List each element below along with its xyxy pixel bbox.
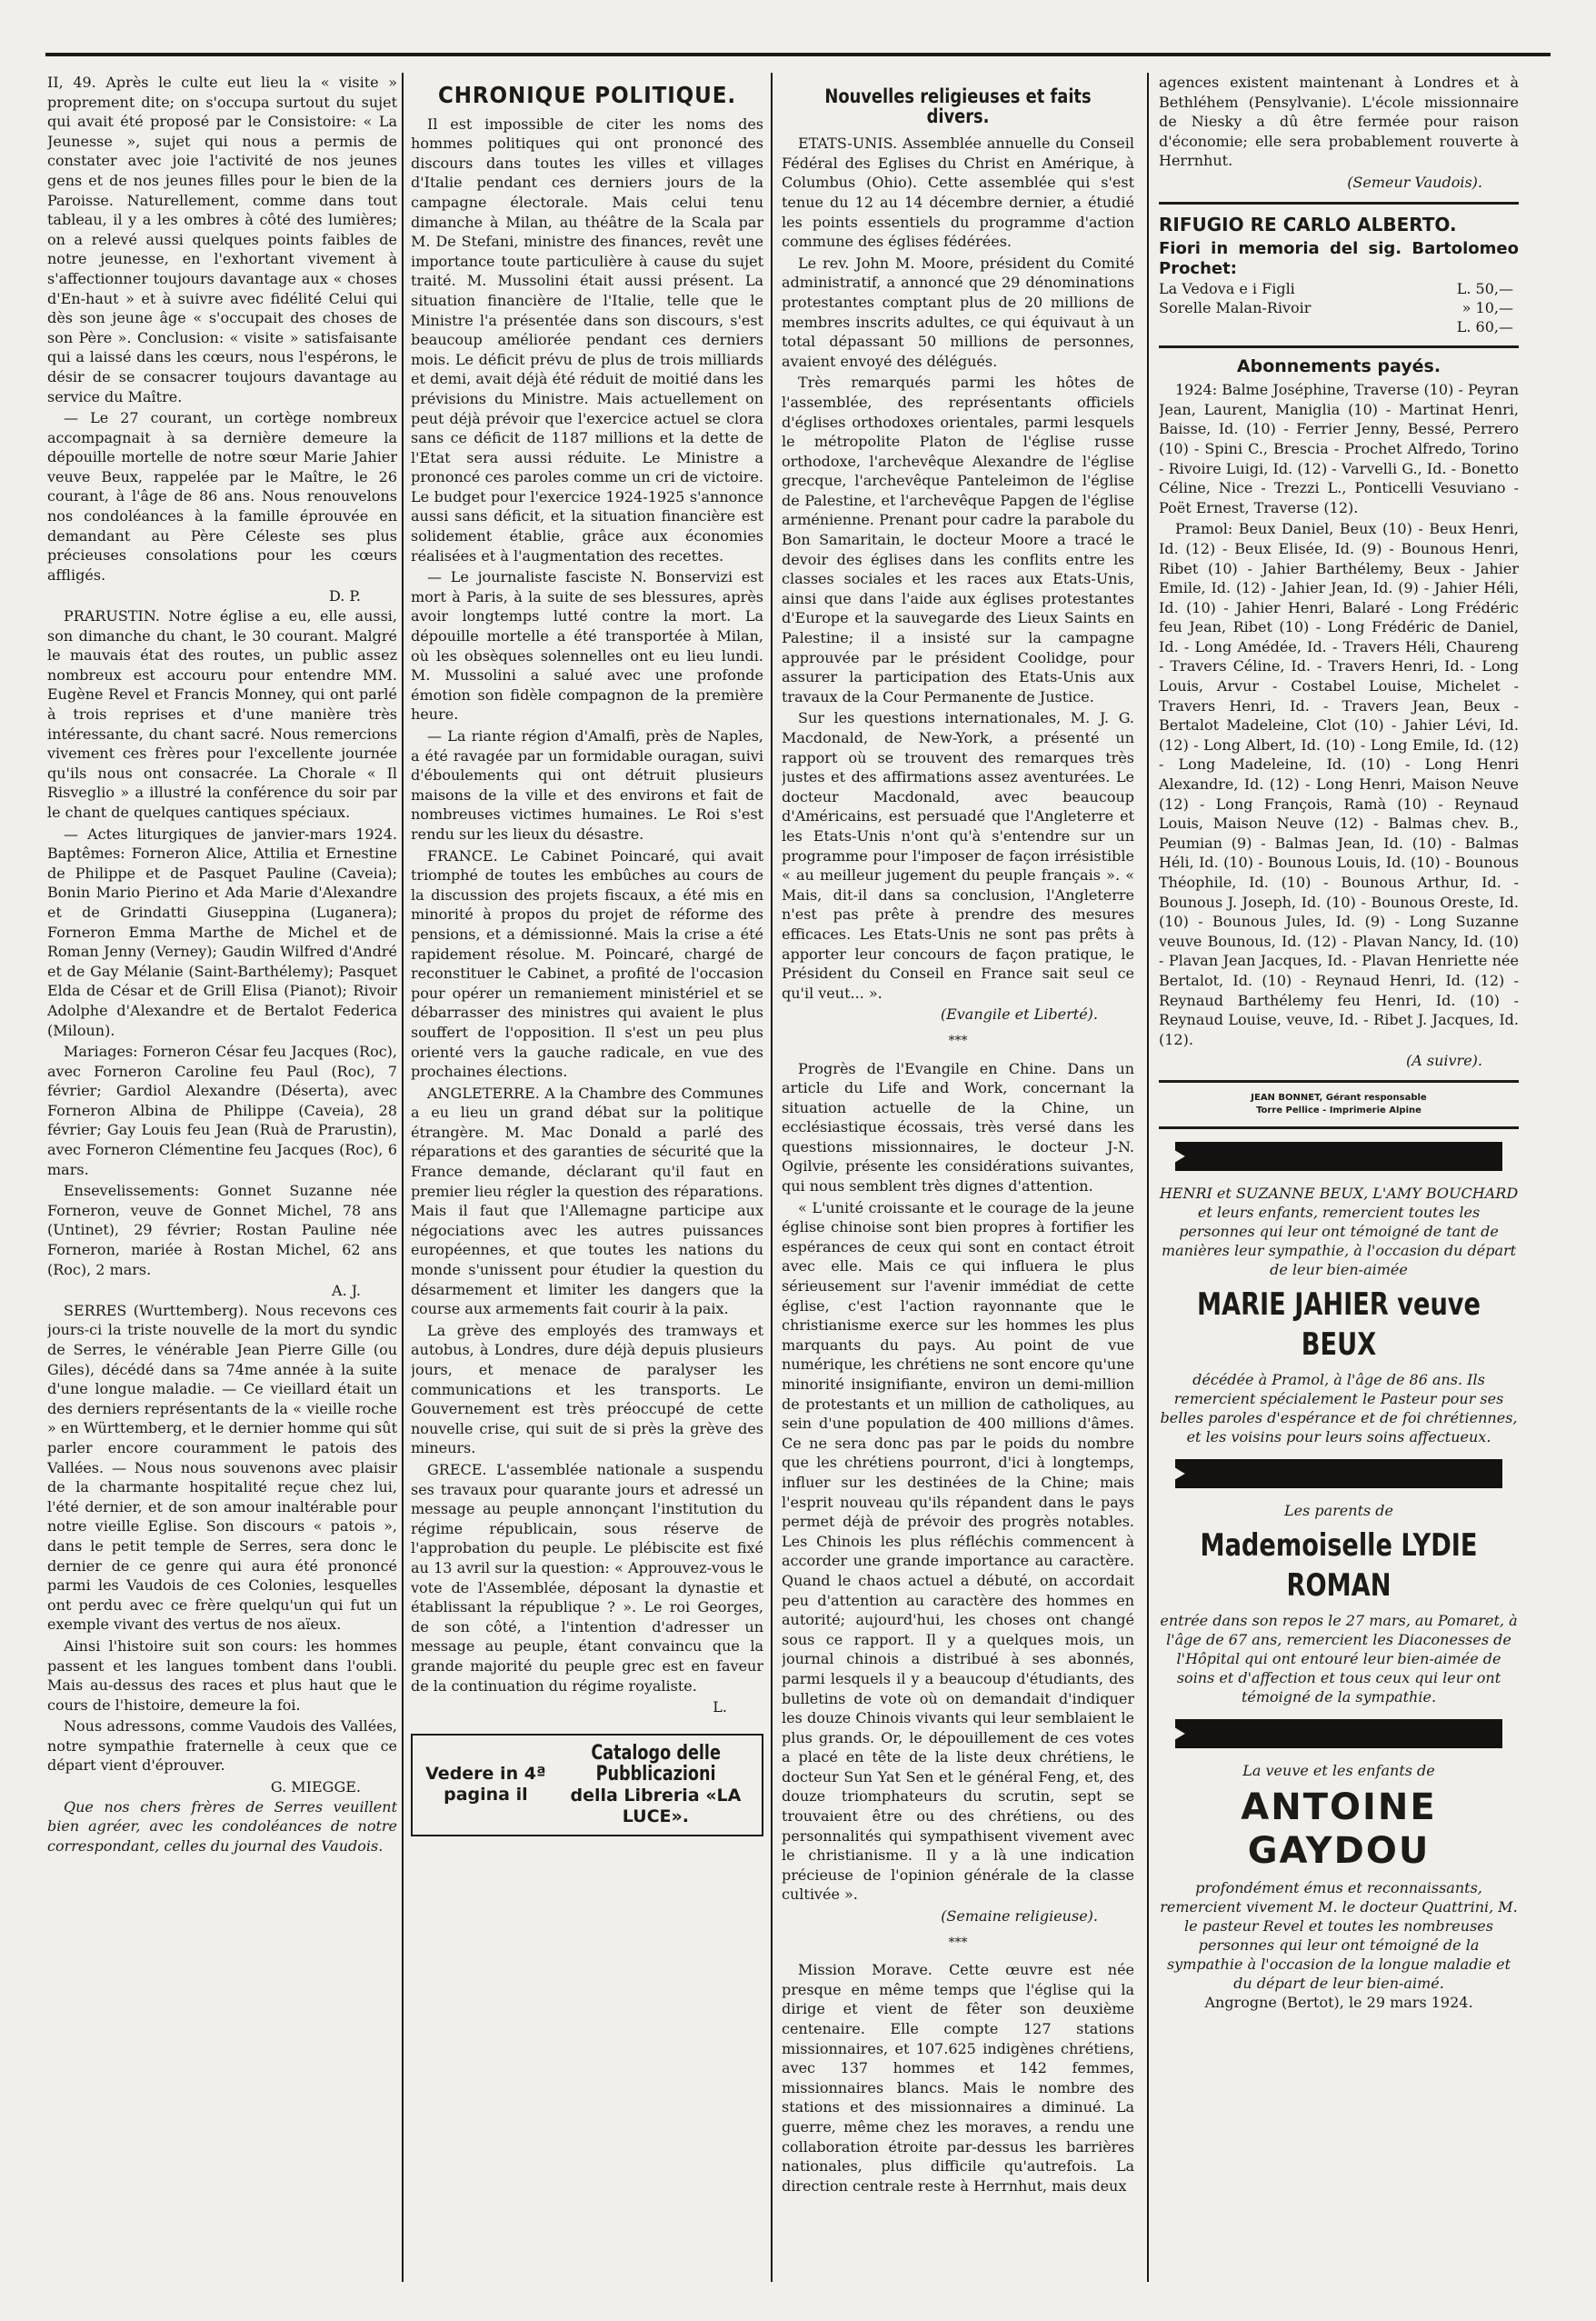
separator-stars: *** <box>948 1033 968 1048</box>
section-title: Nouvelles religieuses et faits divers. <box>824 85 1092 127</box>
mourning-band <box>1175 1459 1502 1488</box>
paragraph: — Actes liturgiques de janvier-mars 1924. Baptêmes: Forneron Alice, Attilia et Ernestine de Philippe et de Pasquet Pauline (Caveia); Bonin Mario Pierino et Ada Marie d'Alexandre et de Grindatti Giuseppina (Luganera); Forneron Emma Marthe de Michel et de Roman Jenny (Verney); Gaudin Wilfred d'André et de Gay Mélanie (Saint-Barthélemy); Pasquet Elda de César et de Grill Elisa (Pianot); Rivoir Adolphe d'Alexandre et de Bertalot Federica (Miloun). <box>47 825 397 1039</box>
donor-name: La Vedova e i Figli <box>1159 279 1295 297</box>
divider <box>1159 345 1519 348</box>
subscriptions-title: Abonnements payés. <box>1236 355 1441 376</box>
column-2 <box>411 73 763 1836</box>
donation-total: L. 60,— <box>1456 317 1513 335</box>
paragraph: ETATS-UNIS. Assemblée annuelle du Conseil Fédéral des Eglises du Christ en Amérique, à Columbus (Ohio). Cette assemblée qui s'est tenue du 12 au 14 décembre dernier, a étudié les points essentiels du programme d'action commune des églises fédérées. <box>782 135 1134 251</box>
paragraph: Le rev. John M. Moore, président du Comité administratif, a annoncé que 29 dénominations protestantes comptant plus de 20 millions de membres inscrits adultes, ce qui équivaut à un total dépassant 50 millions de personnes, avaient envoyé des délégués. <box>782 254 1134 370</box>
section-title: CHRONIQUE POLITIQUE. <box>437 82 737 108</box>
signature: A. J. <box>332 1282 361 1300</box>
column-3 <box>782 73 1134 2197</box>
column-4 <box>1159 73 1519 2012</box>
source: (Evangile et Liberté). <box>940 1005 1098 1024</box>
notice-text: décédée à Pramol, à l'âge de 86 ans. Ils remercient spécialement le Pasteur pour ses belles paroles d'espérance et de foi chrétiennes, et les voisins pour leurs soins affectueux. <box>1160 1370 1518 1446</box>
deceased-name: ANTOINE GAYDOU <box>1241 1786 1437 1872</box>
paragraph: ANGLETERRE. A la Chambre des Communes a eu lieu un grand débat sur la politique étrangère. M. Mac Donald a parlé des réparations et des garanties de sécurité que la France demande, déclarant qu'il faut en premier lieu régler la question des réparations. Mais il faut que l'Allemagne participe aux négociations avec les autres puissances européennes, et que toutes les nations du monde s'unissent pour étudier la question du désarmement et limiter les dangers que la course aux armements fait courir à la paix. <box>411 1084 763 1318</box>
paragraph: Progrès de l'Evangile en Chine. Dans un article du Life and Work, concernant la situation actuelle de la Chine, un ecclésiastique écossais, très versé dans les questions missionnaires, le docteur J-N. Ogilvie, présente les considérations suivantes, qui nous semblent très dignes d'attention. <box>782 1059 1134 1196</box>
column-divider <box>1147 73 1149 2282</box>
notice-text: Les parents de <box>1283 1501 1394 1519</box>
column-1 <box>47 73 397 1857</box>
printer-line: Torre Pellice - Imprimerie Alpine <box>1256 1105 1421 1115</box>
separator-stars: *** <box>948 1935 968 1950</box>
deceased-name: MARIE JAHIER veuve BEUX <box>1196 1286 1481 1363</box>
paragraph: « L'unité croissante et le courage de la jeune église chinoise sont bien propres à fortifier les espérances de ceux qui sont en contact étroit avec elle. Mais ce qui influera le plus sérieusement sur l'avenir immédiat de cette église, c'est l'action rayonnante que le christianisme exerce sur les hommes les plus marquants du pays. Au point de vue numérique, les chrétiens ne sont encore qu'une minorité insignifiante, environ un demi-million de protestants et un million de catholiques, au sein d'une population de 400 millions d'âmes. Ce ne sera donc pas par le poids du nombre que les chrétiens pourront, d'ici à longtemps, influer sur les destinées de la Chine; mais l'esprit nouveau qu'ils répandent dans le pays permet déjà de prévoir des progrès notables. Les Chinois les plus réfléchis commencent à accorder une grande importance au caractère. Quand le chaos actuel a débuté, on accordait peu d'attention au caractère des hommes en autorité; aujourd'hui, les choses ont changé sous ce rapport. Il y a quelques mois, un journal chinois a distribué à ses abonnés, parmi lesquels il y a beaucoup d'étudiants, des bulletins de vote où on demandait d'indiquer les douze Chinois vivants qui leur semblaient le plus grands. Or, le dépouillement de ces votes a placé en tête de la liste deux chrétiens, le docteur Sun Yat Sen et le général Feng, et, des douze triomphateurs du scrutin, sept se trouvaient être ou des chrétiens, ou des personnalités qui sympathisent vivement avec le christianisme. Il y a là une indication précieuse de l'opinion générale de la classe cultivée ». <box>782 1198 1134 1904</box>
paragraph: Sur les questions internationales, M. J. G. Macdonald, de New-York, a présenté un rapport où se trouvent des remarques très justes et des affirmations assez aventurées. Le docteur Macdonald, avec beaucoup d'Américains, est persuadé que l'Angleterre et les Etats-Unis n'ont qu'à s'entendre sur un programme pour l'imposer de façon irrésistible « au meilleur jugement du peuple français ». « Mais, dit-il dans sa conclusion, l'Angleterre n'est pas prête à prendre des mesures efficaces. Les Etats-Unis ne sont pas prêts à apporter leur concours de façon pratique, le Président du Conseil en France sait seul ce qu'il veut... ». <box>782 709 1134 1002</box>
divider <box>1159 1126 1519 1129</box>
signature: L. <box>713 1698 727 1716</box>
ad-catalog-title: Catalogo delle Pubblicazioni <box>591 1741 721 1786</box>
publisher-line: JEAN BONNET, Gérant responsable <box>1251 1092 1427 1103</box>
donation-amount: » 10,— <box>1461 298 1513 316</box>
donation-title: RIFUGIO RE CARLO ALBERTO. <box>1159 213 1457 235</box>
paragraph: — Le 27 courant, un cortège nombreux accompagnait à sa dernière demeure la dépouille mortelle de notre sœur Marie Jahier veuve Beux, rappelée par le Maître, le 26 courant, à l'âge de 86 ans. Nous renouvelons nos condoléances à la famille éprouvée en demandant au Père Céleste ses plus précieuses consolations pour les cœurs affligés. <box>47 409 397 584</box>
ad-left-text: Vedere in 4ª pagina il <box>425 1764 546 1806</box>
ad-right <box>559 1743 753 1827</box>
paragraph: — Le journaliste fasciste N. Bonservizi est mort à Paris, à la suite de ses blessures, après avoir longtemps lutté contre la mort. La dépouille mortelle a été transportée à Milan, où les obsèques solennelles ont eu lieu lundi. M. Mussolini a salué avec une profonde émotion son fidèle compagnon de la première heure. <box>411 568 763 724</box>
paragraph: FRANCE. Le Cabinet Poincaré, qui avait triomphé de toutes les embûches au cours de la discussion des projets fiscaux, a été mis en minorité à propos du projet de réforme des pensions, et a démissionné. Mais la crise a été rapidement résolue. M. Poincaré, chargé de reconstituer le Cabinet, a profité de l'occasion pour opérer un remaniement ministériel et se débarrasser des ministres qui avaient le plus souffert de l'opposition. Il s'est un peu plus orienté vers la gauche radicale, en vue des prochaines élections. <box>411 846 763 1081</box>
editor-note: Que nos chers frères de Serres veuillent bien agréer, avec les condoléances de notre correspondant, celles du journal des Vaudois. <box>47 1797 397 1855</box>
mourning-band <box>1175 1719 1502 1748</box>
column-divider <box>402 73 404 2282</box>
place-date: Angrogne (Bertot), le 29 mars 1924. <box>1204 1993 1473 2011</box>
source: (Semeur Vaudois). <box>1347 173 1482 191</box>
donation-subtitle: Fiori in memoria del sig. Bartolomeo Prochet: <box>1159 238 1519 278</box>
donation-total-row <box>1159 317 1519 336</box>
donor-name: Sorelle Malan-Rivoir <box>1159 298 1312 316</box>
paragraph: PRARUSTIN. Notre église a eu, elle aussi, son dimanche du chant, le 30 courant. Malgré le mauvais état des routes, un public assez nombreux est accouru pour entendre MM. Eugène Revel et Francis Monney, qui ont parlé à trois reprises et d'une manière très intéressante, du chant sacré. Nous remercions vivement ces frères pour l'excellente journée qu'ils nous ont consacrée. La Chorale « Il Risveglio » a illustré la conférence du soir par le chant de quelques cantiques spéciaux. <box>47 607 397 821</box>
paragraph: GRECE. L'assemblée nationale a suspendu ses travaux pour quarante jours et adressé un message au peuple annonçant l'institution du régime républicain, sous réserve de l'approbation du peuple. Le plébiscite est fixé au 13 avril sur la question: « Approuvez-vous le vote de l'Assemblée, déposant la dynastie et établissant la république ? ». Le roi Georges, de son côté, a l'intention d'adresser un message au peuple, étant convaincu que la grande majorité du peuple grec est en faveur de la continuation du régime royaliste. <box>411 1460 763 1695</box>
ad-bookshop: della Libreria «LA LUCE». <box>570 1785 742 1826</box>
deceased-name: Mademoiselle LYDIE ROMAN <box>1200 1526 1478 1604</box>
paragraph: Très remarqués parmi les hôtes de l'assemblée, des représentants officiels d'églises orthodoxes orientales, parmi lesquels le métropolite Platon de l'église russe orthodoxe, l'archevêque Alexandre de l'église grecque, l'archevêque Panteleimon de l'église de Palestine, et l'archevêque Papgen de l'église arménienne. Prenant pour cadre la parabole du Bon Samaritain, le docteur Moore a tracé le devoir des églises dans les conflits entre les classes sociales et les races aux Etats-Unis, ainsi que dans l'aide aux églises protestantes d'Europe et la sauvegarde des Lieux Saints en Palestine; il a insisté sur la campagne approuvée par le président Coolidge, pour assurer la participation des Etats-Unis aux travaux de la Cour Permanente de Justice. <box>782 374 1134 705</box>
top-rule <box>45 53 1551 56</box>
paragraph: Il est impossible de citer les noms des hommes politiques qui ont prononcé des discours dans toutes les villes et villages d'Italie pendant ces derniers jours de la campagne électorale. Mais celui tenu dimanche à Milan, au théâtre de la Scala par M. De Stefani, ministre des finances, revêt une importance toute particulière à cause du sujet traité. M. Mussolini était aussi présent. La situation financière de l'Italie, telle que le Ministre l'a présentée dans son discours, s'est beaucoup améliorée pendant ces derniers mois. Le déficit prévu de plus de trois milliards et demi, avait déjà été réduit de moitié dans les prévisions du Ministre. Mais actuellement on peut déjà prévoir que l'exercice actuel se clora sans ce déficit de 1187 millions et la dette de l'Etat sera aussi réduite. Le Ministre a prononcé ces paroles comme un cri de victoire. Le budget pour l'exercice 1924-1925 s'annonce aussi sans déficit, et la situation financière est solidement établie, grâce aux économies réalisées et à l'augmentation des recettes. <box>411 115 763 565</box>
column-divider <box>771 73 773 2282</box>
paragraph: Pramol: Beux Daniel, Beux (10) - Beux Henri, Id. (12) - Beux Elisée, Id. (9) - Bounous Henri, Ribet (10) - Jahier Barthélemy, Beux - Jahier Emile, Id. (12) - Jahier Jean, Id. (9) - Jahier Héli, Id. (10) - Jahier Henri, Balaré - Long Frédéric feu Jean, Ribet (10) - Long Frédéric de Daniel, Id. - Long Amédée, Id. - Travers Héli, Chaureng - Travers Céline, Id. - Travers Henri, Id. - Long Louis, Arvur - Costabel Louise, Michelet - Travers Henri, Id. - Travers Jean, Beux - Bertalot Madeleine, Clot (10) - Jahier Lévi, Id. (12) - Long Albert, Id. (10) - Long Emile, Id. (12) - Long Madeleine, Id. (10) - Long Henri Alexandre, Id. (12) - Long Henri, Maison Neuve (12) - Long François, Ramà (10) - Reynaud Louis, Maison Neuve (12) - Balmas chev. B., Peumian (9) - Balmas Jean, Id. (10) - Balmas Héli, Id. (10) - Bounous Louis, Id. (10) - Bounous Théophile, Id. (10) - Bounous Arthur, Id. - Bounous J. Joseph, Id. (10) - Bounous Oreste, Id. (10) - Bounous Jules, Id. (9) - Long Suzanne veuve Bounous, Id. (12) - Plavan Nancy, Id. (10) - Plavan Jean Jacques, Id. - Plavan Henriette née Bertalot, Id. (10) - Reynaud Henri, Id. (12) - Reynaud Barthélemy feu Henri, Id. (10) - Reynaud Louise, veuve, Id. - Ribet J. Jacques, Id. (12). <box>1159 520 1519 1048</box>
mourning-band <box>1175 1142 1502 1171</box>
paragraph: 1924: Balme Joséphine, Traverse (10) - Peyran Jean, Laurent, Maniglia (10) - Martinat Henri, Baisse, Id. (10) - Ferrier Jenny, Bessé, Perrero (10) - Spini C., Brescia - Prochet Alfredo, Torino - Rivoire Luigi, Id. (12) - Varvelli G., Id. - Bonetto Céline, Nice - Trezzi L., Ponticelli Vesuviano - Poët Ernest, Traverse (12). <box>1159 381 1519 516</box>
paragraph: Ensevelissements: Gonnet Suzanne née Forneron, veuve de Gonnet Michel, 78 ans (Untinet), 29 février; Rostan Pauline née Forneron, mariée à Rostan Michel, 62 ans (Roc), 2 mars. <box>47 1182 397 1278</box>
paragraph: agences existent maintenant à Londres et à Bethléhem (Pensylvanie). L'école missionnaire de Niesky a dû être fermée pour raison d'économie; elle sera probablement rouverte à Herrnhut. <box>1159 74 1519 170</box>
notice-text: La veuve et les enfants de <box>1242 1761 1435 1779</box>
divider <box>1159 1080 1519 1083</box>
paragraph: Mariages: Forneron César feu Jacques (Roc), avec Forneron Caroline feu Paul (Roc), 7 février; Gardiol Alexandre (Déserta), avec Forneron Albina de Philippe (Caveia), 28 février; Gay Louis feu Jean (Ruà de Prarustin), avec Forneron Clémentine feu Jacques (Roc), 6 mars. <box>47 1043 397 1178</box>
donation-amount: L. 50,— <box>1456 279 1513 297</box>
paragraph: II, 49. Après le culte eut lieu la « visite » proprement dite; on s'occupa surtout du sujet qui avait été proposé par le Consistoire: « La Jeunesse », sujet qui nous a permis de constater avec joie l'activité de nos jeunes gens et de nos jeunes filles pour le bien de la Paroisse. Naturellement, comme dans tout tableau, il y a les ombres à côté des lumières; on a relevé aussi quelques points faibles de notre jeunesse, en l'exhortant vivement à s'affectionner toujours davantage aux « choses d'En-haut » et à suivre avec fidélité Celui qui dès son jeune âge « s'occupait des choses de son Père ». Conclusion: « visite » satisfaisante qui a laissé dans les cœurs, nous l'espérons, le désir de se consacrer toujours davantage au service du Maître. <box>47 74 397 405</box>
divider <box>1159 202 1519 205</box>
signature: G. MIEGGE. <box>270 1778 361 1796</box>
paragraph: La grève des employés des tramways et autobus, à Londres, dure déjà depuis plusieurs jours, et menace de paralyser les communications et les transports. Le Gouvernement est très préoccupé de cette nouvelle crise, qui suit de si près la grève des mineurs. <box>411 1321 763 1457</box>
source: (Semaine religieuse). <box>941 1907 1098 1926</box>
signature: D. P. <box>328 587 361 605</box>
paragraph: Mission Morave. Cette œuvre est née presque en même temps que l'église qui la dirige et vient de fêter son deuxième centenaire. Elle compte 127 stations missionnaires, et 107.625 indigènes chrétiens, avec 137 hommes et 142 femmes, missionnaires blancs. Mais le nombre des stations et des missionnaires a diminué. La guerre, même chez les moraves, a rendu une collaboration étroite par-dessus les barrières nationales, plus difficile qu'autrefois. La direction centrale reste à Herrnhut, mais deux <box>782 1961 1134 2195</box>
notice-text: HENRI et SUZANNE BEUX, L'AMY BOUCHARD et leurs enfants, remercient toutes les personnes qui leur ont témoigné de tant de manières leur sympathie, à l'occasion du départ de leur bien-aimée <box>1159 1184 1519 1278</box>
advertisement-box <box>411 1734 763 1836</box>
paragraph: SERRES (Wurttemberg). Nous recevons ces jours-ci la triste nouvelle de la mort du syndic de Serres, le vénérable Jean Pierre Gille (ou Giles), décédé dans sa 74me année à la suite d'une longue maladie. — Ce vieillard était un des derniers représentants de la « vieille roche » en Württemberg, et le dernier homme qui sût parler encore couramment le patois des Vallées. — Nous nous souvenons avec plaisir de la charmante hospitalité reçue chez lui, l'été dernier, et de son amour inaltérable pour notre vieille Eglise. Son discours « patois », dans le petit temple de Serres, sera donc le dernier de ce genre qui aura été prononcé parmi les Vaudois de ces Colonies, lesquelles ont perdu avec ce frère quelqu'un qui fut un exemple vivant des vertus de nos aïeux. <box>47 1301 397 1634</box>
to-be-continued: (A suivre). <box>1406 1052 1482 1070</box>
notice-text: profondément émus et reconnaissants, remercient vivement M. le docteur Quattrini, M. le pasteur Revel et toutes les nombreuses personnes qui leur ont témoigné de la sympathie à l'occasion de la longue maladie et du départ de leur bien-aimé. <box>1160 1878 1518 1992</box>
paragraph: Ainsi l'histoire suit son cours: les hommes passent et les langues tombent dans l'oubli. Mais au-dessus des races et plus haut que le cours de l'histoire, demeure la foi. <box>47 1636 397 1714</box>
paragraph: Nous adressons, comme Vaudois des Vallées, notre sympathie fraternelle à ceux que ce départ vient d'éprouver. <box>47 1717 397 1775</box>
paragraph: — La riante région d'Amalfi, près de Naples, a été ravagée par un formidable ouragan, suivi d'éboulements qui ont détruit plusieurs maisons de la ville et des environs et fait de nombreuses victimes humaines. Le Roi s'est rendu sur les lieux du désastre. <box>411 727 763 843</box>
donation-row <box>1159 279 1519 298</box>
notice-text: entrée dans son repos le 27 mars, au Pomaret, à l'âge de 67 ans, remercient les Diaconesses de l'Hôpital qui ont entouré leur bien-aimée de soins et d'affection et tous ceux qui leur ont témoigné de la sympathie. <box>1160 1611 1518 1706</box>
donation-row <box>1159 298 1519 317</box>
